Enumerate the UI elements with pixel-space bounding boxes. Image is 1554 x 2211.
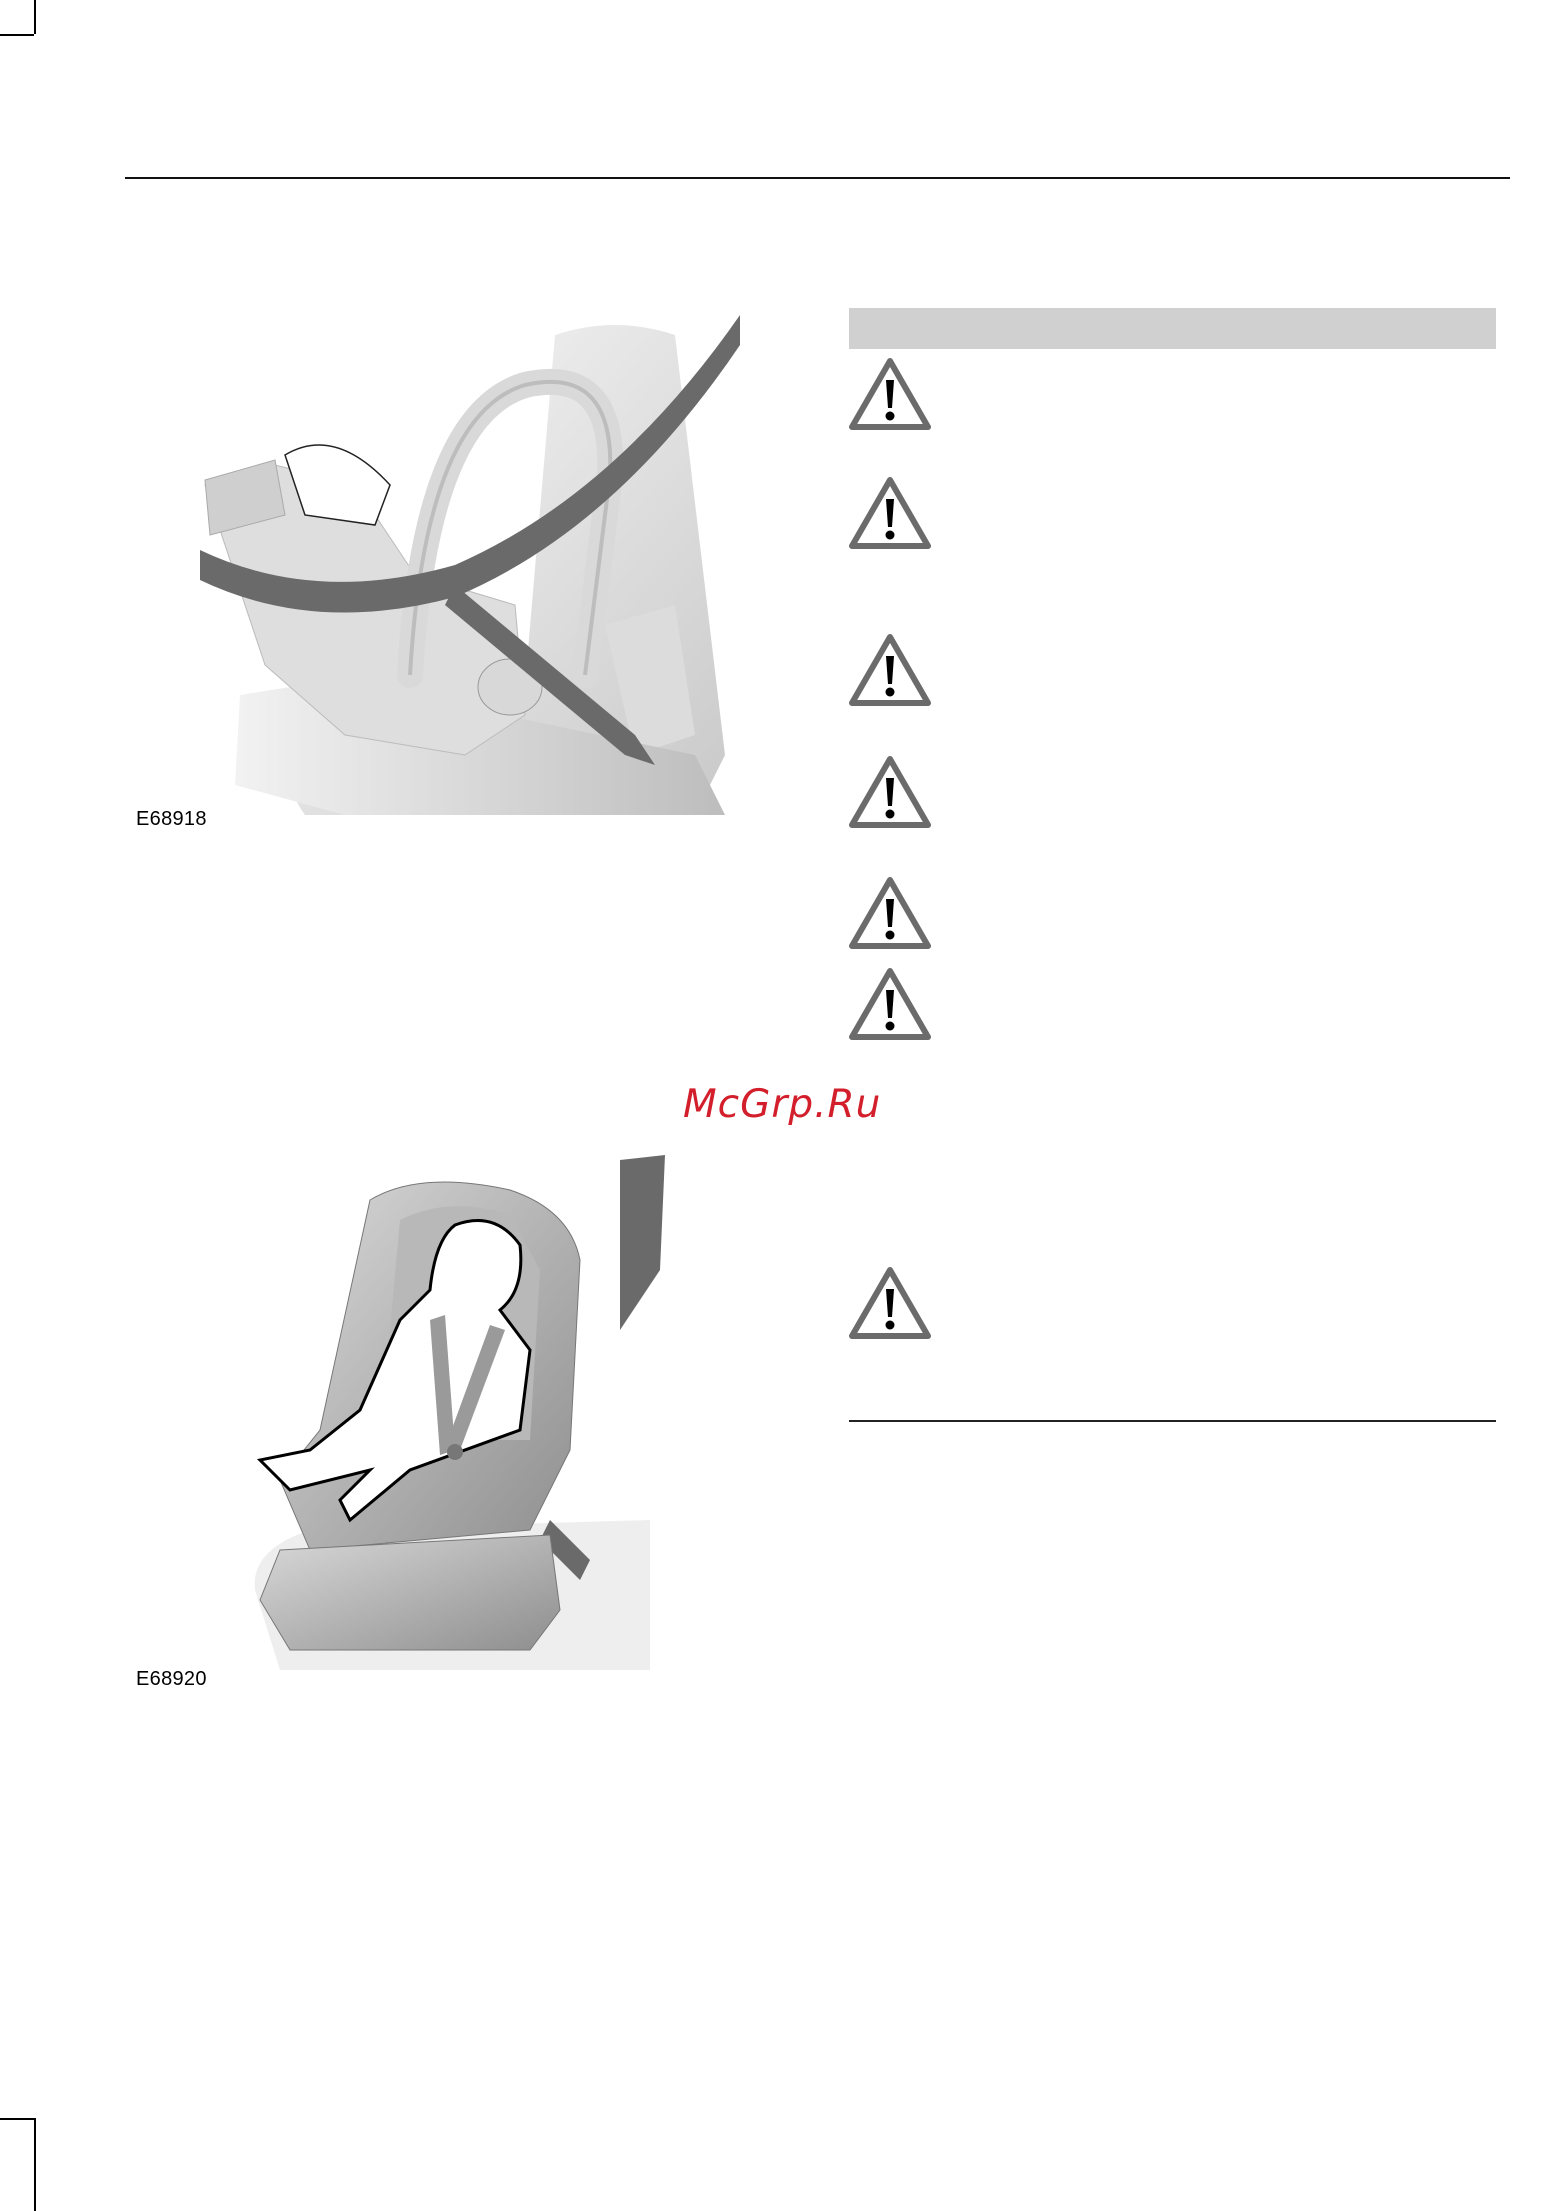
warning-triangle-icon: [848, 875, 932, 951]
infant-carrier-illustration: [195, 315, 755, 815]
warning-triangle-icon: [848, 632, 932, 708]
warning-triangle-icon: [848, 754, 932, 830]
figure-child-seat: [250, 1150, 670, 1670]
crop-mark-bottom-left-v: [34, 2118, 36, 2211]
warning-triangle-icon: [848, 356, 932, 432]
section-end-rule: [849, 1420, 1496, 1422]
warning-triangle-icon: [848, 475, 932, 551]
warning-header-bar: [849, 308, 1496, 349]
child-seat-illustration: [250, 1150, 670, 1670]
warning-triangle-icon: [848, 1265, 932, 1341]
warning-triangle-icon: [848, 966, 932, 1042]
figure-code-2: E68920: [136, 1668, 207, 1690]
figure-infant-carrier: [195, 315, 755, 815]
crop-mark-top-left-v: [34, 0, 36, 34]
figure-code-1: E68918: [136, 808, 207, 830]
crop-mark-bottom-left-h: [0, 2118, 34, 2120]
crop-mark-top-left-h: [0, 34, 34, 36]
watermark-text: McGrp.Ru: [683, 1082, 882, 1127]
header-rule: [125, 177, 1510, 179]
